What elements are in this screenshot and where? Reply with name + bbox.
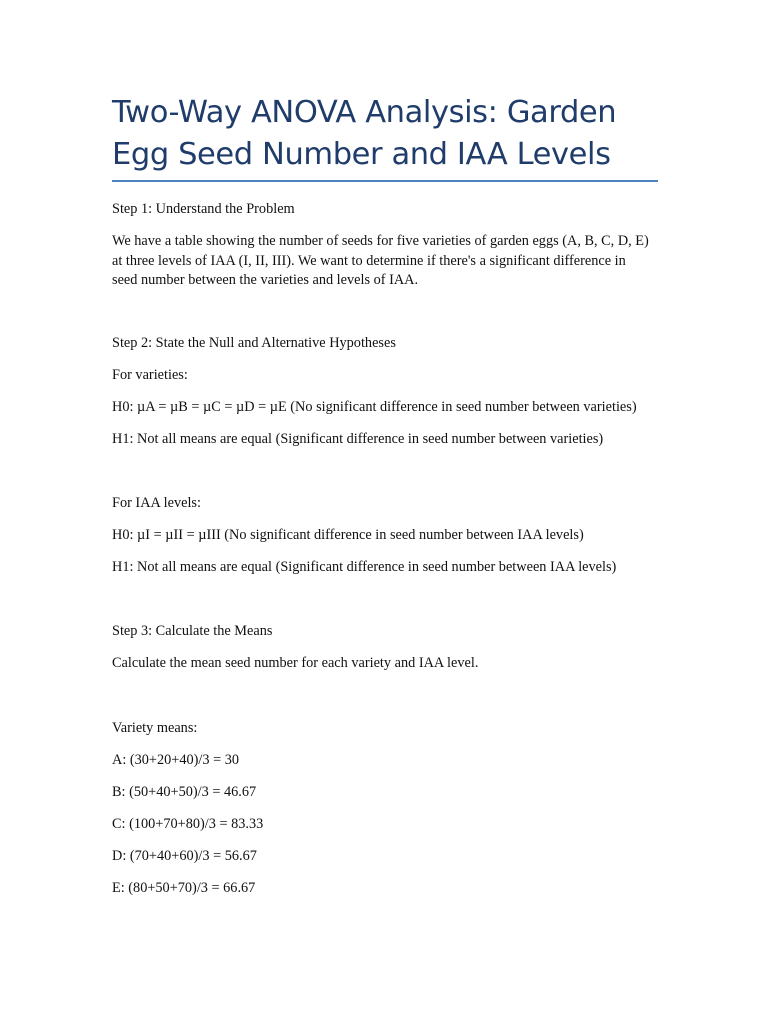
- step1-body: [112, 232, 660, 291]
- variety-mean-a: A: (30+20+40)/3 = 30: [112, 752, 240, 768]
- varieties-label: For varieties:: [112, 367, 188, 383]
- variety-mean-c: C: (100+70+80)/3 = 83.33: [112, 816, 264, 832]
- varieties-h1: H1: Not all means are equal (Significant difference in seed number between varieties): [112, 431, 604, 447]
- variety-mean-e: E: (80+50+70)/3 = 66.67: [112, 880, 256, 896]
- title-underline: [112, 180, 658, 182]
- step2-heading: Step 2: State the Null and Alternative Hypotheses: [112, 335, 396, 351]
- document-title: Two-Way ANOVA Analysis: Garden Egg Seed Number and IAA Levels: [112, 95, 617, 172]
- step1-body-line: at three levels of IAA (I, II, III). We want to determine if there's a significant difference in: [112, 252, 626, 269]
- iaa-h1: H1: Not all means are equal (Significant difference in seed number between IAA levels): [112, 559, 617, 575]
- step1-heading: Step 1: Understand the Problem: [112, 201, 295, 217]
- variety-mean-d: D: (70+40+60)/3 = 56.67: [112, 848, 257, 864]
- variety-means-label: Variety means:: [112, 720, 198, 736]
- step3-heading: Step 3: Calculate the Means: [112, 623, 273, 639]
- iaa-label: For IAA levels:: [112, 495, 201, 511]
- iaa-h0: H0: µI = µII = µIII (No significant difference in seed number between IAA levels): [112, 527, 584, 543]
- varieties-h0: H0: µA = µB = µC = µD = µE (No significant difference in seed number between varieties): [112, 399, 637, 415]
- variety-mean-b: B: (50+40+50)/3 = 46.67: [112, 784, 257, 800]
- step1-body-line: seed number between the varieties and levels of IAA.: [112, 272, 419, 288]
- step3-intro: Calculate the mean seed number for each variety and IAA level.: [112, 655, 479, 671]
- step1-body-line: We have a table showing the number of seeds for five varieties of garden eggs (A, B, C, D, E): [112, 233, 649, 249]
